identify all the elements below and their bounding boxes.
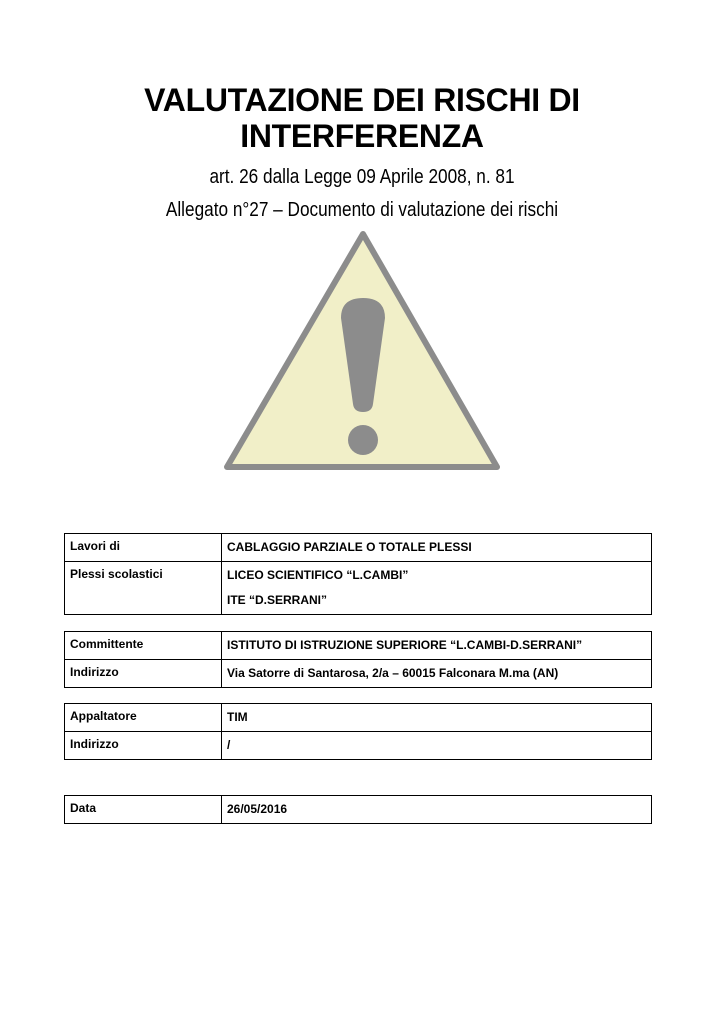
document-title-line-1: VALUTAZIONE DEI RISCHI DI bbox=[144, 82, 580, 118]
date-table bbox=[64, 795, 652, 824]
date-label: Data bbox=[65, 796, 222, 824]
client-value: ISTITUTO DI ISTRUZIONE SUPERIORE “L.CAMBI-D.SERRANI” bbox=[222, 632, 652, 660]
contractor-table bbox=[64, 703, 652, 760]
client-table bbox=[64, 631, 652, 688]
client-label: Committente bbox=[65, 632, 222, 660]
contractor-address-value: / bbox=[222, 732, 652, 760]
client-address-value: Via Satorre di Santarosa, 2/a – 60015 Falconara M.ma (AN) bbox=[222, 660, 652, 688]
table-row bbox=[65, 796, 652, 824]
date-value: 26/05/2016 bbox=[222, 796, 652, 824]
contractor-label: Appaltatore bbox=[65, 704, 222, 732]
table-row bbox=[65, 660, 652, 688]
schools-label: Plessi scolastici bbox=[65, 562, 222, 615]
schools-value bbox=[222, 562, 652, 615]
warning-sign bbox=[218, 226, 506, 478]
table-row bbox=[65, 562, 652, 615]
table-row bbox=[65, 732, 652, 760]
contractor-address-label: Indirizzo bbox=[65, 732, 222, 760]
works-table bbox=[64, 533, 652, 615]
school-2: ITE “D.SERRANI” bbox=[227, 593, 328, 607]
client-address-label: Indirizzo bbox=[65, 660, 222, 688]
warning-exclamation-icon bbox=[218, 226, 506, 478]
attachment-reference: Allegato n°27 – Documento di valutazione dei rischi bbox=[165, 199, 559, 221]
legal-reference: art. 26 dalla Legge 09 Aprile 2008, n. 81 bbox=[209, 166, 515, 188]
table-row bbox=[65, 534, 652, 562]
document-title-line-2: INTERFERENZA bbox=[240, 118, 484, 154]
school-1: LICEO SCIENTIFICO “L.CAMBI” bbox=[227, 568, 409, 582]
works-value: CABLAGGIO PARZIALE O TOTALE PLESSI bbox=[222, 534, 652, 562]
contractor-value: TIM bbox=[222, 704, 652, 732]
table-row bbox=[65, 704, 652, 732]
table-row bbox=[65, 632, 652, 660]
works-label: Lavori di bbox=[65, 534, 222, 562]
exclamation-dot bbox=[348, 425, 378, 455]
document-title bbox=[0, 82, 724, 154]
